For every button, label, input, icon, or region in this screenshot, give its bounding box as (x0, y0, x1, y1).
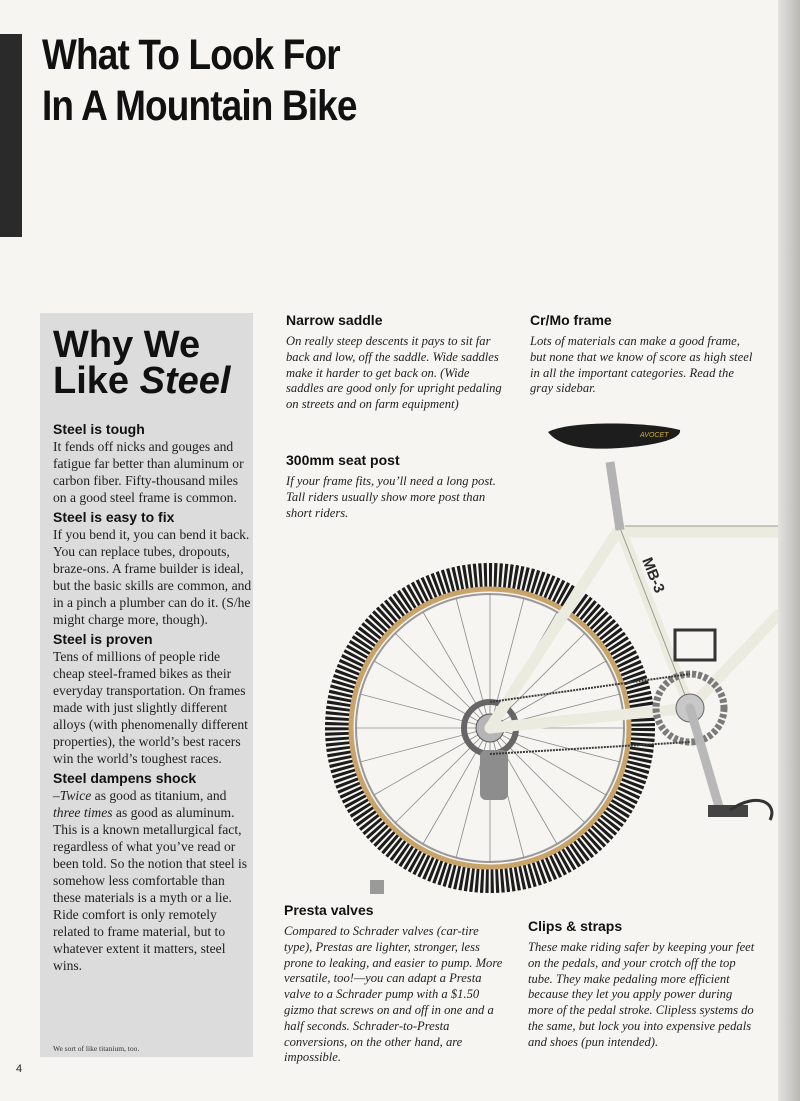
callout-clips-straps (528, 918, 758, 1051)
mountain-bike-illustration (320, 410, 778, 900)
sidebar-title-line-2 (53, 360, 253, 402)
presta-valve (370, 880, 384, 894)
callout-body: These make riding safer by keeping your feet on the pedals, and your crotch off the top tube. They make pedaling more efficient because they let you apply power during more of the pedal stroke. Clipless systems do the same, but lock you into expensive pedals and shoes (pun intended). (528, 940, 755, 1049)
sidebar-title-steel: Steel (139, 360, 231, 402)
section-body-shock (53, 787, 253, 974)
callout-body: If your frame fits, you’ll need a long post. Tall riders usually show more post than short riders. (286, 474, 496, 520)
section-body-tough: It fends off nicks and gouges and fatigue far better than aluminum or carbon fiber. Fifty-thousand miles on a good steel frame is common. (53, 439, 244, 505)
section-heading-proven: Steel is proven (53, 631, 153, 647)
page-title-line-2: In A Mountain Bike (42, 82, 357, 130)
callout-body: Lots of materials can make a good frame, but none that we know of score as high steel in all the important categories. Read the gray sidebar. (530, 334, 753, 396)
sidebar-title-like: Like (53, 360, 140, 402)
sidebar-footnote: We sort of like titanium, too. (53, 1044, 140, 1053)
callout-crmo-frame (530, 312, 756, 397)
callout-heading: 300mm seat post (286, 452, 400, 468)
callout-heading: Cr/Mo frame (530, 312, 612, 328)
section-heading-fix: Steel is easy to fix (53, 509, 175, 525)
callout-body: Compared to Schrader valves (car-tire type), Prestas are lighter, stronger, less prone to leaking, and easier to pump. More versatile, too!—you can adapt a Presta valve to a Schrader pump with a $1.50 gizmo that screws on and off in one and a half seconds. Schrader-to-Presta conversions, on the other hand, are impossible. (284, 924, 503, 1065)
front-toe-clip (675, 630, 715, 660)
section-heading-shock: Steel dampens shock (53, 770, 197, 786)
why-we-like-steel-sidebar (40, 313, 253, 1057)
section-body-proven: Tens of millions of people ride cheap steel-framed bikes as their everyday transportation. On frames made with just slightly different alloys (with phenomenally different properties), the world’s best racers win the world’s toughest races. (53, 649, 248, 766)
rear-derailleur (480, 750, 508, 800)
page-title (42, 30, 357, 132)
section-heading-tough: Steel is tough (53, 421, 145, 437)
callout-heading: Clips & straps (528, 918, 623, 934)
sidebar-title-line-1: Why We (53, 324, 201, 366)
callout-body: On really steep descents it pays to sit far back and low, off the saddle. Wide saddles make it harder to get back on. (Wide saddles are good only for upright pedaling on streets and on farm equipment) (286, 334, 502, 412)
shock-mid: as good as titanium, and (91, 788, 227, 803)
page-number: 4 (16, 1063, 23, 1075)
section-body-fix: If you bend it, you can bend it back. You can replace tubes, dropouts, braze-ons. A frame builder is ideal, but the basic skills are common, and in a pinch a plumber can do it. (S/he might charge more, though). (53, 527, 252, 627)
shock-post: as good as aluminum. This is a known metallurgical fact, regardless of what you’ve read or been told. So the notion that steel is somehow less comfortable than these materials is a myth or a lie. Ride comfort is only remotely related to frame material, but to whatever extent it matters, steel wins. (53, 805, 248, 973)
crank-arm (690, 708, 720, 810)
callout-heading: Presta valves (284, 902, 374, 918)
callout-narrow-saddle (286, 312, 508, 413)
shock-dash: – (53, 788, 60, 803)
shock-three-times: three times (53, 805, 113, 820)
pedal (708, 805, 748, 817)
seat-post (610, 462, 620, 530)
sidebar-title (53, 324, 253, 402)
frame-outline (620, 526, 778, 708)
bike-frame (490, 528, 778, 728)
title-accent-bar (0, 34, 22, 237)
page-edge-shadow (778, 0, 800, 1101)
shock-twice: Twice (59, 788, 92, 803)
frame-decal: MB-3 (638, 555, 668, 596)
callout-presta-valves (284, 902, 510, 1066)
page-title-line-1: What To Look For (42, 31, 340, 79)
saddle-brand: AVOCET (640, 432, 669, 439)
callout-heading: Narrow saddle (286, 312, 383, 328)
